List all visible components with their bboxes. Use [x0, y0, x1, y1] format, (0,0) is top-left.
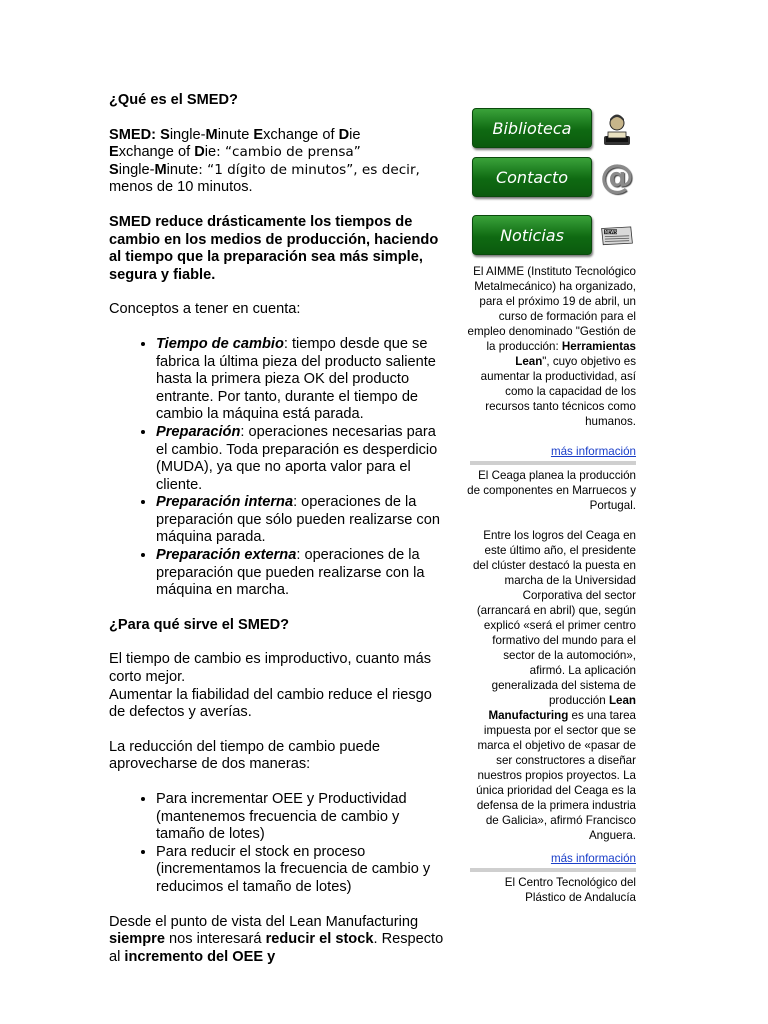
conceptos-intro: Conceptos a tener en cuenta: — [109, 301, 301, 318]
list-item — [156, 547, 451, 600]
def-text: ingle- — [169, 126, 206, 143]
news-item-ceaga-title: El Ceaga planea la producción de componentes en Marruecos y Portugal. — [467, 469, 636, 512]
smed-summary — [109, 214, 451, 284]
biblioteca-button[interactable]: Biblioteca — [472, 108, 592, 148]
at-symbol: @ — [600, 157, 634, 197]
def-letter: E — [253, 126, 264, 143]
concept-term: Preparación — [156, 423, 241, 440]
concept-text: : operaciones de la preparación que pueden realizarse con la máquina en marcha. — [156, 547, 425, 599]
list-item — [156, 494, 451, 547]
def-letter: D — [194, 144, 205, 161]
list-item: • Para reducir el stock en proceso (incrementamos la frecuencia de cambio y reducimos el tamaño de lotes) — [156, 844, 451, 897]
para-bold: siempre — [109, 931, 165, 948]
contacto-button[interactable]: Contacto — [472, 157, 592, 197]
mas-informacion-link[interactable]: más información — [550, 852, 636, 865]
uses-list — [109, 791, 451, 897]
news-text: es una tarea impuesta por el sector que se marca el objetivo de «pasar de ser constructores a diseñar nuestros propios proyectos. La única prioridad del Ceaga es la defensa de la primera industria de Galicia», afirmó Francisco Anguera. — [476, 709, 636, 842]
sidebar — [466, 108, 638, 920]
def-text: ingle- — [118, 161, 155, 178]
concept-text: : operaciones de la preparación que sólo pueden realizarse con máquina parada. — [156, 494, 440, 546]
news-list — [466, 264, 638, 905]
heading-para-que-sirve: ¿Para qué sirve el SMED? — [109, 616, 290, 633]
news-icon-label: NEWS — [604, 229, 617, 235]
concept-term: Preparación externa — [156, 547, 297, 564]
concept-text: : operaciones necesarias para el cambio. Toda preparación es desperdicio (MUDA), ya que no aporta valor para el cliente. — [156, 423, 438, 493]
para-text: El tiempo de cambio es improductivo, cuanto más corto mejor. — [109, 651, 432, 686]
news-bold: Herramientas Lean — [515, 340, 636, 368]
news-text: ", cuyo objetivo es aumentar la productividad, así como la capacidad de los recursos tanto técnicos como humanos. — [480, 355, 636, 428]
at-icon — [600, 159, 634, 195]
concept-text: : tiempo desde que se fabrica la última pieza del producto saliente hasta la primera pieza OK del producto entrante. Por tanto, durante el tiempo de cambio la máquina está parada. — [156, 335, 436, 423]
list-item — [156, 424, 451, 494]
def-letter: S — [160, 126, 170, 143]
para-bold: reducir el stock — [265, 931, 374, 948]
news-item-ceaga-body — [466, 528, 636, 843]
para-text: nos interesará — [164, 931, 266, 948]
def-letter: S — [109, 161, 119, 178]
paragraph-dos-maneras: La reducción del tiempo de cambio puede aprovecharse de dos maneras: — [109, 738, 380, 773]
def-text: ie — [204, 144, 217, 161]
mas-informacion-link[interactable]: más información — [550, 445, 636, 458]
para-text: . Respecto al — [109, 931, 444, 965]
def-letter: E — [109, 144, 119, 161]
news-bold: Lean Manufacturing — [488, 694, 636, 722]
def-text: ie — [349, 126, 361, 143]
divider — [470, 461, 636, 465]
list-item — [156, 336, 451, 424]
def-text: xchange of — [263, 126, 339, 143]
def-letter: D — [338, 126, 350, 143]
concept-term: Preparación interna — [156, 494, 294, 511]
def-label: SMED: — [109, 126, 161, 143]
para-text: Aumentar la fiabilidad del cambio reduce el riesgo de defectos y averías. — [109, 686, 432, 721]
list-item: • Para incrementar OEE y Productividad (mantenemos frecuencia de cambio y tamaño de lotes) — [156, 791, 451, 844]
nav-row-contacto — [466, 157, 638, 197]
conceptos-list — [109, 336, 451, 600]
divider — [470, 868, 636, 872]
def-letter: M — [205, 126, 218, 143]
paragraph-improductivo — [109, 651, 451, 721]
def-text: inute — [217, 126, 254, 143]
news-text: El AIMME (Instituto Tecnológico Metalmecánico) ha organizado, para el próximo 19 de abril, un curso de formación para el empleo denominado "Gestión de la producción: — [467, 265, 636, 353]
heading-que-es-smed: ¿Qué es el SMED? — [109, 92, 238, 108]
paragraph-lean — [109, 914, 451, 967]
news-item-aimme — [466, 264, 636, 429]
concept-term: Tiempo de cambio — [156, 335, 284, 352]
news-item-plastico: El Centro Tecnológico del Plástico de Andalucía — [504, 876, 636, 904]
def-text: menos de 10 minutos. — [109, 179, 253, 196]
main-content — [109, 92, 451, 983]
reader-icon — [600, 110, 634, 146]
def-text: inute — [166, 161, 199, 178]
def-letter: M — [154, 161, 167, 178]
newspaper-icon — [600, 217, 634, 253]
def-text: xchange of — [118, 144, 195, 161]
nav-row-noticias — [466, 215, 638, 255]
para-text: Desde el punto de vista del Lean Manufacturing — [109, 913, 419, 930]
smed-summary-text: SMED reduce drásticamente los tiempos de cambio en los medios de producción, haciendo al tiempo que la preparación sea más simple, segura y fiable. — [109, 213, 439, 283]
def-translation: : “1 dígito de minutos”, es decir, — [198, 161, 420, 178]
noticias-button[interactable]: Noticias — [472, 215, 592, 255]
news-text: Entre los logros del Ceaga en este último año, el presidente del clúster destacó la puesta en marcha de la Universidad Corporativa del sector (arrancará en abril) que, según explicó «será el primer centro formativo del mundo para el sector de la automoción», afirmó. La aplicación generalizada del sistema de producción — [472, 529, 636, 707]
nav-row-biblioteca — [466, 108, 638, 148]
para-bold: incremento del OEE y — [124, 948, 276, 965]
def-translation: : “cambio de prensa” — [216, 144, 361, 161]
smed-definition — [109, 127, 451, 197]
